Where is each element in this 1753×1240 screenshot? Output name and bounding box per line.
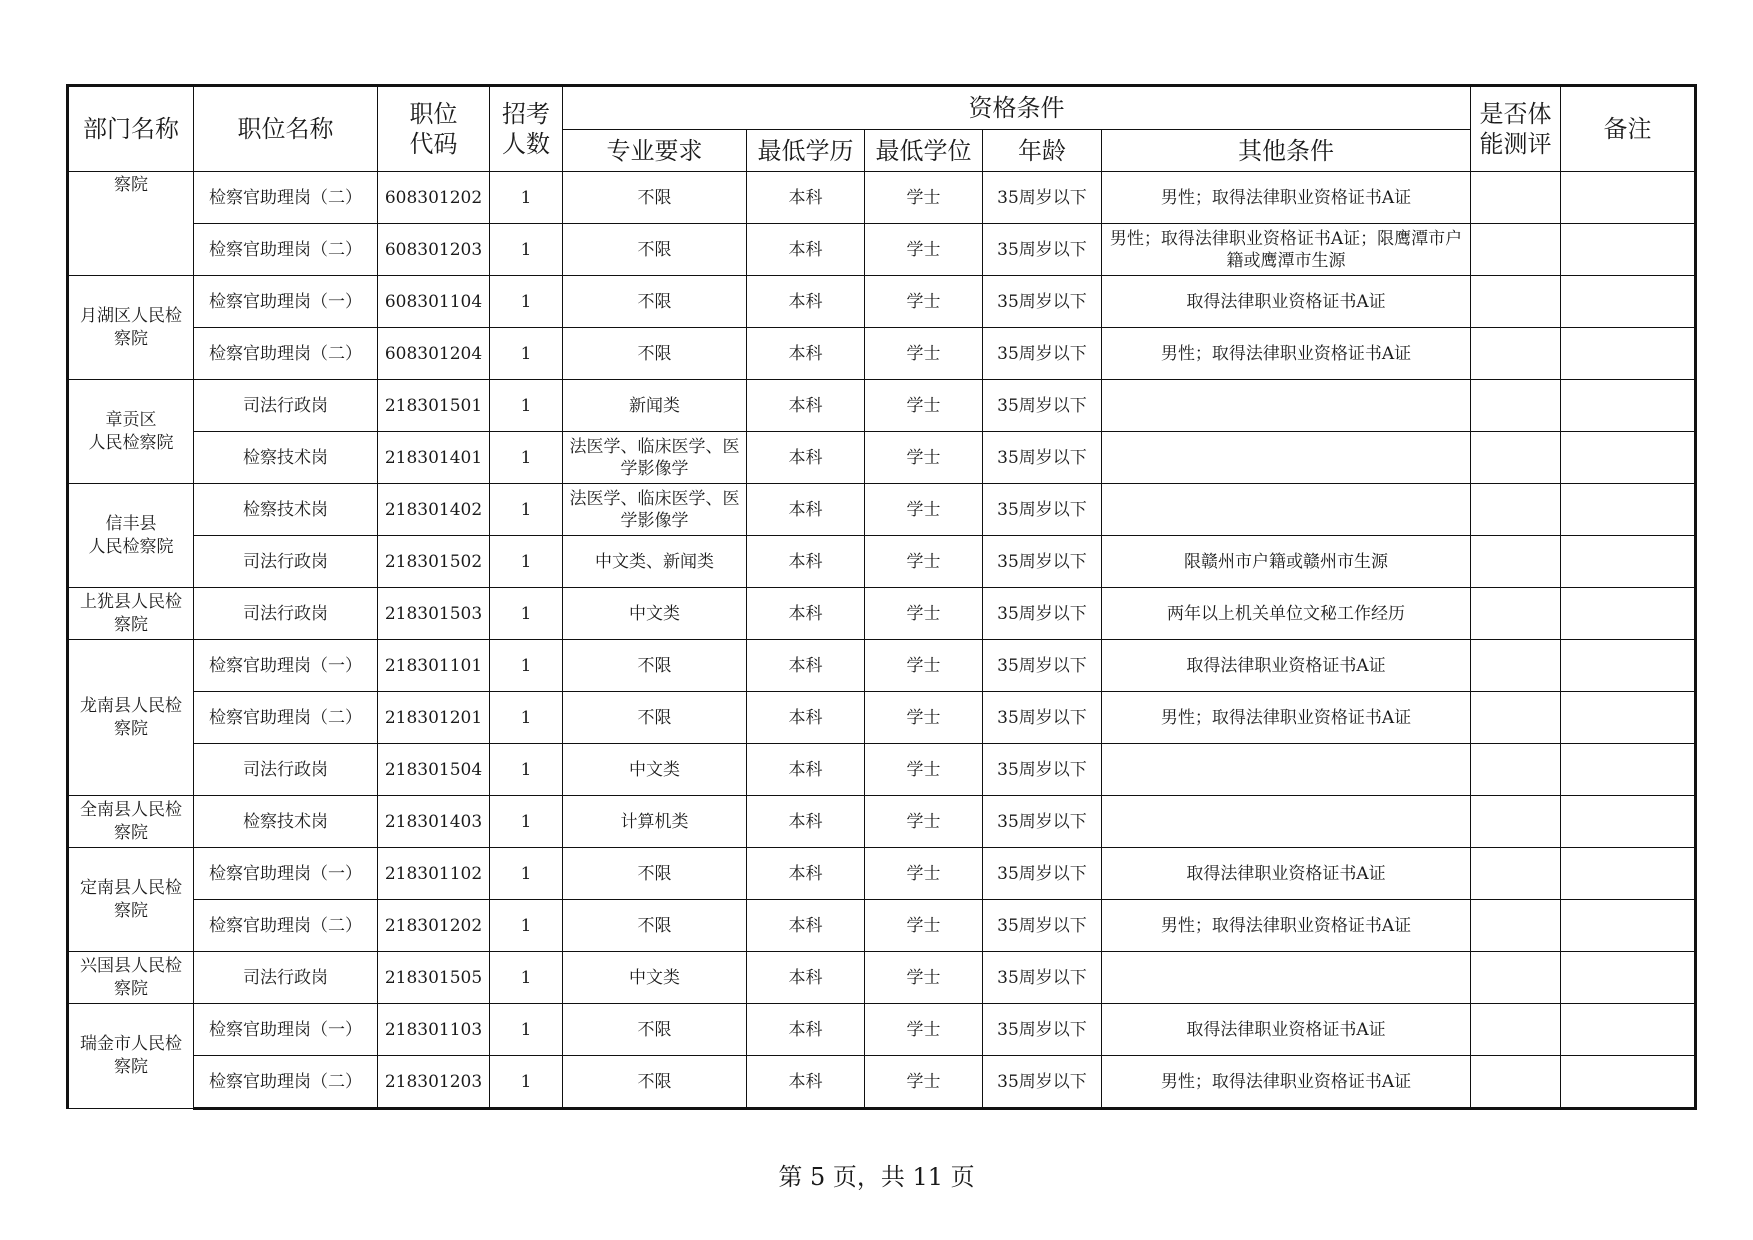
cell-degree: 学士	[865, 1004, 983, 1056]
cell-count: 1	[490, 276, 563, 328]
cell-education: 本科	[747, 796, 865, 848]
cell-other: 取得法律职业资格证书A证	[1102, 848, 1471, 900]
cell-code: 218301202	[378, 900, 490, 952]
cell-fitness	[1471, 380, 1561, 432]
cell-age: 35周岁以下	[983, 172, 1102, 224]
cell-major: 法医学、临床医学、医学影像学	[563, 432, 747, 484]
cell-major: 中文类	[563, 588, 747, 640]
table-row	[68, 588, 1696, 640]
cell-age: 35周岁以下	[983, 796, 1102, 848]
cell-position: 司法行政岗	[194, 536, 378, 588]
cell-code: 218301102	[378, 848, 490, 900]
cell-other: 男性；取得法律职业资格证书A证	[1102, 1056, 1471, 1109]
header-line: 是否体	[1479, 100, 1552, 128]
table-row	[68, 796, 1696, 848]
cell-remark	[1561, 796, 1696, 848]
cell-remark	[1561, 588, 1696, 640]
cell-degree: 学士	[865, 536, 983, 588]
cell-code: 218301203	[378, 1056, 490, 1109]
cell-degree: 学士	[865, 796, 983, 848]
header-count	[490, 86, 563, 172]
table-row	[68, 380, 1696, 432]
header-line: 人数	[502, 130, 550, 158]
cell-age: 35周岁以下	[983, 432, 1102, 484]
table-row	[68, 172, 1696, 224]
cell-count: 1	[490, 796, 563, 848]
cell-count: 1	[490, 172, 563, 224]
cell-remark	[1561, 224, 1696, 276]
cell-other: 取得法律职业资格证书A证	[1102, 276, 1471, 328]
cell-age: 35周岁以下	[983, 692, 1102, 744]
header-age: 年龄	[983, 130, 1102, 172]
cell-position: 检察官助理岗（二）	[194, 1056, 378, 1109]
cell-degree: 学士	[865, 588, 983, 640]
cell-age: 35周岁以下	[983, 276, 1102, 328]
cell-major: 中文类	[563, 744, 747, 796]
cell-fitness	[1471, 692, 1561, 744]
cell-major: 不限	[563, 1004, 747, 1056]
cell-age: 35周岁以下	[983, 328, 1102, 380]
dept-name-cell	[68, 380, 194, 484]
cell-education: 本科	[747, 484, 865, 536]
cell-degree: 学士	[865, 380, 983, 432]
dept-name-cell	[68, 276, 194, 380]
header-position: 职位名称	[194, 86, 378, 172]
cell-major: 计算机类	[563, 796, 747, 848]
cell-age: 35周岁以下	[983, 484, 1102, 536]
cell-code: 218301402	[378, 484, 490, 536]
cell-age: 35周岁以下	[983, 900, 1102, 952]
dept-name-cell	[68, 952, 194, 1004]
cell-remark	[1561, 848, 1696, 900]
cell-position: 检察技术岗	[194, 432, 378, 484]
cell-fitness	[1471, 432, 1561, 484]
cell-major: 不限	[563, 692, 747, 744]
cell-degree: 学士	[865, 692, 983, 744]
dept-name-cell	[68, 484, 194, 588]
cell-position: 检察官助理岗（二）	[194, 692, 378, 744]
header-qualification: 资格条件	[563, 86, 1471, 130]
recruitment-table-sheet	[66, 84, 1694, 1124]
header-line: 职位	[409, 100, 458, 128]
cell-position: 检察官助理岗（二）	[194, 224, 378, 276]
table-row	[68, 848, 1696, 900]
cell-other: 男性；取得法律职业资格证书A证	[1102, 692, 1471, 744]
cell-remark	[1561, 640, 1696, 692]
dept-name-cell	[68, 848, 194, 952]
cell-remark	[1561, 536, 1696, 588]
cell-other: 两年以上机关单位文秘工作经历	[1102, 588, 1471, 640]
cell-education: 本科	[747, 172, 865, 224]
cell-education: 本科	[747, 744, 865, 796]
table-row	[68, 952, 1696, 1004]
cell-position: 司法行政岗	[194, 952, 378, 1004]
cell-fitness	[1471, 536, 1561, 588]
cell-other	[1102, 952, 1471, 1004]
cell-remark	[1561, 1056, 1696, 1109]
cell-count: 1	[490, 328, 563, 380]
cell-fitness	[1471, 952, 1561, 1004]
cell-count: 1	[490, 1004, 563, 1056]
cell-major: 中文类	[563, 952, 747, 1004]
header-education: 最低学历	[747, 130, 865, 172]
dept-name-cell	[68, 588, 194, 640]
cell-remark	[1561, 276, 1696, 328]
cell-fitness	[1471, 224, 1561, 276]
cell-fitness	[1471, 1004, 1561, 1056]
cell-other	[1102, 484, 1471, 536]
cell-age: 35周岁以下	[983, 744, 1102, 796]
cell-other: 男性；取得法律职业资格证书A证	[1102, 328, 1471, 380]
cell-education: 本科	[747, 276, 865, 328]
dept-name-cell	[68, 1004, 194, 1109]
page-footer: 第 5 页，共 11 页	[778, 1163, 975, 1191]
cell-count: 1	[490, 536, 563, 588]
cell-code: 218301103	[378, 1004, 490, 1056]
dept-name: 龙南县人民检察院	[80, 695, 182, 739]
cell-other	[1102, 432, 1471, 484]
cell-code: 218301502	[378, 536, 490, 588]
cell-other: 男性；取得法律职业资格证书A证	[1102, 172, 1471, 224]
cell-degree: 学士	[865, 224, 983, 276]
header-row-1	[68, 86, 1696, 130]
cell-position: 检察官助理岗（一）	[194, 848, 378, 900]
cell-code: 218301503	[378, 588, 490, 640]
cell-fitness	[1471, 1056, 1561, 1109]
table-row	[68, 744, 1696, 796]
cell-education: 本科	[747, 1056, 865, 1109]
cell-count: 1	[490, 848, 563, 900]
cell-education: 本科	[747, 380, 865, 432]
cell-education: 本科	[747, 588, 865, 640]
cell-remark	[1561, 744, 1696, 796]
cell-other: 男性；取得法律职业资格证书A证	[1102, 900, 1471, 952]
cell-position: 检察官助理岗（一）	[194, 276, 378, 328]
dept-name: 定南县人民检察院	[80, 877, 182, 921]
cell-other: 限赣州市户籍或赣州市生源	[1102, 536, 1471, 588]
table-body	[68, 172, 1696, 1109]
cell-education: 本科	[747, 900, 865, 952]
cell-education: 本科	[747, 1004, 865, 1056]
cell-remark	[1561, 172, 1696, 224]
cell-major: 不限	[563, 900, 747, 952]
dept-name: 信丰县	[105, 513, 157, 534]
cell-degree: 学士	[865, 432, 983, 484]
cell-age: 35周岁以下	[983, 1056, 1102, 1109]
cell-age: 35周岁以下	[983, 848, 1102, 900]
cell-remark	[1561, 380, 1696, 432]
cell-code: 218301201	[378, 692, 490, 744]
cell-major: 法医学、临床医学、医学影像学	[563, 484, 747, 536]
cell-position: 司法行政岗	[194, 588, 378, 640]
cell-age: 35周岁以下	[983, 536, 1102, 588]
cell-age: 35周岁以下	[983, 224, 1102, 276]
cell-code: 218301101	[378, 640, 490, 692]
cell-position: 检察官助理岗（二）	[194, 328, 378, 380]
dept-name-cell	[68, 640, 194, 796]
cell-other: 男性；取得法律职业资格证书A证；限鹰潭市户籍或鹰潭市生源	[1102, 224, 1471, 276]
dept-name: 月湖区人民检察院	[80, 305, 182, 349]
cell-remark	[1561, 692, 1696, 744]
cell-age: 35周岁以下	[983, 640, 1102, 692]
cell-other: 取得法律职业资格证书A证	[1102, 640, 1471, 692]
table-row	[68, 1004, 1696, 1056]
cell-fitness	[1471, 172, 1561, 224]
dept-name: 察院	[114, 175, 148, 195]
cell-age: 35周岁以下	[983, 1004, 1102, 1056]
dept-name: 瑞金市人民检察院	[80, 1034, 182, 1077]
cell-education: 本科	[747, 328, 865, 380]
cell-count: 1	[490, 1056, 563, 1109]
cell-education: 本科	[747, 952, 865, 1004]
header-fitness	[1471, 86, 1561, 172]
cell-remark	[1561, 952, 1696, 1004]
cell-fitness	[1471, 744, 1561, 796]
cell-education: 本科	[747, 848, 865, 900]
cell-degree: 学士	[865, 848, 983, 900]
cell-position: 司法行政岗	[194, 744, 378, 796]
header-degree: 最低学位	[865, 130, 983, 172]
cell-fitness	[1471, 276, 1561, 328]
cell-degree: 学士	[865, 744, 983, 796]
header-other: 其他条件	[1102, 130, 1471, 172]
cell-other	[1102, 744, 1471, 796]
header-line: 招考	[502, 100, 550, 128]
table-row	[68, 432, 1696, 484]
cell-degree: 学士	[865, 328, 983, 380]
cell-count: 1	[490, 900, 563, 952]
cell-major: 不限	[563, 1056, 747, 1109]
cell-position: 检察官助理岗（一）	[194, 640, 378, 692]
cell-other: 取得法律职业资格证书A证	[1102, 1004, 1471, 1056]
cell-education: 本科	[747, 224, 865, 276]
cell-code: 218301504	[378, 744, 490, 796]
cell-degree: 学士	[865, 640, 983, 692]
cell-degree: 学士	[865, 900, 983, 952]
table-row	[68, 900, 1696, 952]
cell-degree: 学士	[865, 276, 983, 328]
cell-other	[1102, 796, 1471, 848]
cell-fitness	[1471, 640, 1561, 692]
cell-count: 1	[490, 640, 563, 692]
cell-major: 不限	[563, 172, 747, 224]
cell-position: 检察技术岗	[194, 796, 378, 848]
cell-remark	[1561, 432, 1696, 484]
cell-position: 检察技术岗	[194, 484, 378, 536]
cell-position: 检察官助理岗（二）	[194, 900, 378, 952]
cell-degree: 学士	[865, 952, 983, 1004]
cell-fitness	[1471, 328, 1561, 380]
cell-count: 1	[490, 952, 563, 1004]
cell-count: 1	[490, 692, 563, 744]
cell-count: 1	[490, 224, 563, 276]
table-row	[68, 276, 1696, 328]
cell-position: 司法行政岗	[194, 380, 378, 432]
cell-education: 本科	[747, 536, 865, 588]
cell-position: 检察官助理岗（一）	[194, 1004, 378, 1056]
cell-fitness	[1471, 588, 1561, 640]
cell-code: 218301401	[378, 432, 490, 484]
cell-count: 1	[490, 744, 563, 796]
cell-count: 1	[490, 484, 563, 536]
cell-education: 本科	[747, 432, 865, 484]
cell-degree: 学士	[865, 172, 983, 224]
header-remark: 备注	[1561, 86, 1696, 172]
table-row	[68, 692, 1696, 744]
cell-major: 不限	[563, 848, 747, 900]
cell-major: 不限	[563, 328, 747, 380]
dept-name: 章贡区	[105, 409, 157, 430]
header-dept: 部门名称	[68, 86, 194, 172]
cell-count: 1	[490, 588, 563, 640]
cell-major: 不限	[563, 640, 747, 692]
cell-code: 608301104	[378, 276, 490, 328]
table-row	[68, 484, 1696, 536]
recruitment-table	[66, 84, 1697, 1110]
header-code	[378, 86, 490, 172]
cell-degree: 学士	[865, 1056, 983, 1109]
cell-age: 35周岁以下	[983, 380, 1102, 432]
dept-name: 人民检察院	[88, 432, 174, 453]
cell-major: 中文类、新闻类	[563, 536, 747, 588]
cell-count: 1	[490, 380, 563, 432]
cell-age: 35周岁以下	[983, 952, 1102, 1004]
cell-position: 检察官助理岗（二）	[194, 172, 378, 224]
cell-major: 不限	[563, 224, 747, 276]
cell-code: 218301505	[378, 952, 490, 1004]
cell-remark	[1561, 328, 1696, 380]
cell-fitness	[1471, 796, 1561, 848]
cell-fitness	[1471, 900, 1561, 952]
cell-count: 1	[490, 432, 563, 484]
cell-age: 35周岁以下	[983, 588, 1102, 640]
cell-code: 608301202	[378, 172, 490, 224]
dept-name: 兴国县人民检察院	[80, 955, 182, 999]
cell-fitness	[1471, 484, 1561, 536]
cell-code: 608301203	[378, 224, 490, 276]
cell-major: 不限	[563, 276, 747, 328]
cell-remark	[1561, 900, 1696, 952]
header-line: 能测评	[1479, 130, 1552, 158]
cell-code: 218301501	[378, 380, 490, 432]
table-row	[68, 328, 1696, 380]
cell-degree: 学士	[865, 484, 983, 536]
cell-remark	[1561, 1004, 1696, 1056]
header-line: 代码	[409, 130, 458, 158]
dept-name: 人民检察院	[88, 536, 174, 557]
dept-name-cell	[68, 796, 194, 848]
table-row	[68, 224, 1696, 276]
table-row	[68, 536, 1696, 588]
cell-education: 本科	[747, 640, 865, 692]
dept-name: 全南县人民检察院	[80, 799, 182, 843]
table-row	[68, 1056, 1696, 1109]
cell-code: 608301204	[378, 328, 490, 380]
table-row	[68, 640, 1696, 692]
dept-name-cell	[68, 172, 194, 276]
cell-education: 本科	[747, 692, 865, 744]
cell-code: 218301403	[378, 796, 490, 848]
header-major: 专业要求	[563, 130, 747, 172]
cell-other	[1102, 380, 1471, 432]
dept-name: 上犹县人民检察院	[80, 591, 182, 635]
cell-fitness	[1471, 848, 1561, 900]
cell-major: 新闻类	[563, 380, 747, 432]
cell-remark	[1561, 484, 1696, 536]
